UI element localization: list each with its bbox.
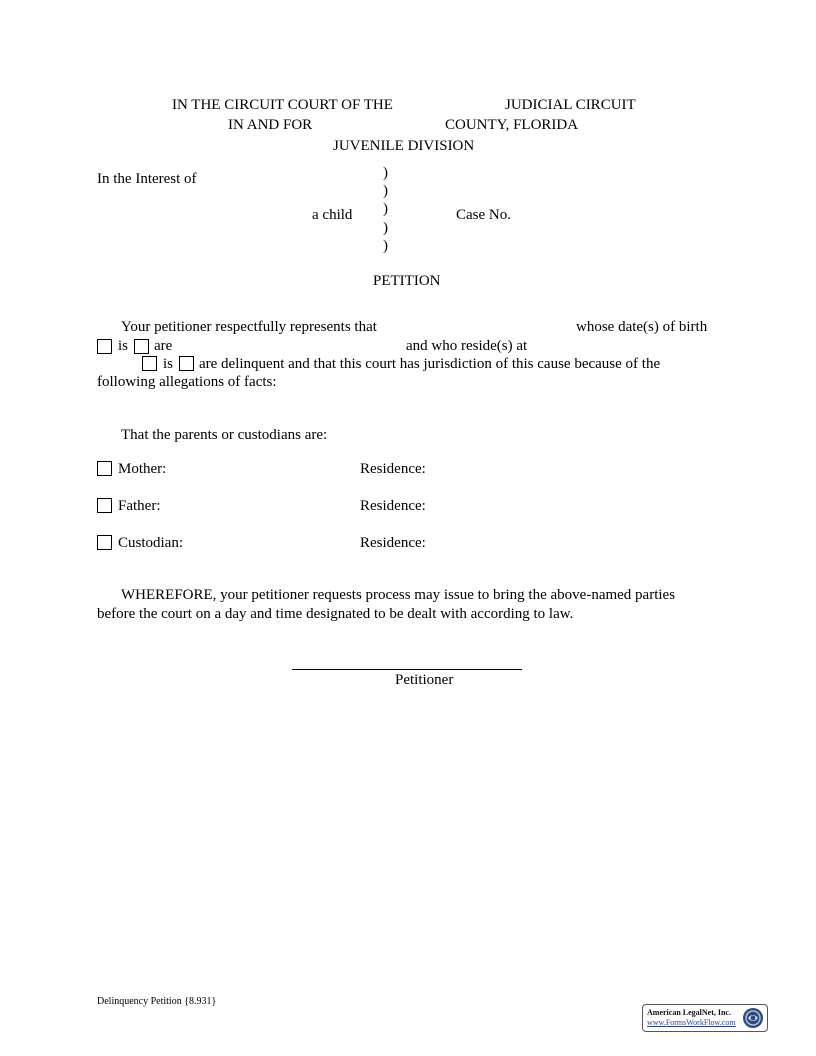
parents-intro-text: That the parents or custodians are:: [121, 427, 328, 443]
custodian-label: Custodian:: [118, 535, 184, 551]
mother-residence-label: Residence:: [360, 461, 426, 477]
date-of-birth-label: whose date(s) of birth: [576, 319, 708, 335]
petition-intro-text: Your petitioner respectfully represents that: [121, 319, 377, 335]
form-identifier: Delinquency Petition {8.931}: [97, 996, 217, 1007]
wherefore-text-continued: before the court on a day and time designated to be dealt with according to law.: [97, 606, 574, 622]
court-header-right: JUDICIAL CIRCUIT: [505, 97, 636, 113]
is-label: is: [118, 338, 129, 354]
wherefore-text: WHEREFORE, your petitioner requests process may issue to bring the above-named parties: [121, 587, 676, 603]
logo-url: www.FormsWorkFlow.com: [647, 1018, 736, 1027]
petitioner-label: Petitioner: [395, 672, 454, 688]
mother-checkbox[interactable]: [97, 461, 112, 476]
resides-label: and who reside(s) at: [406, 338, 528, 354]
is-delinquent-label: is: [163, 356, 174, 372]
custodian-residence-label: Residence:: [360, 535, 426, 551]
document-title: PETITION: [373, 273, 441, 289]
jurisdiction-text: are delinquent and that this court has jurisdiction of this cause because of the: [199, 356, 661, 372]
division-header: JUVENILE DIVISION: [333, 138, 475, 154]
mother-label: Mother:: [118, 461, 167, 477]
signature-line[interactable]: [292, 669, 522, 670]
logo-company-name: American LegalNet, Inc.: [647, 1008, 731, 1017]
is-checkbox[interactable]: [97, 339, 112, 354]
caption-paren: ): [383, 220, 388, 236]
father-label: Father:: [118, 498, 161, 514]
court-header-left: IN THE CIRCUIT COURT OF THE: [172, 97, 393, 113]
is-delinquent-checkbox[interactable]: [142, 356, 157, 371]
interest-of-label: In the Interest of: [97, 171, 197, 187]
county-header-left: IN AND FOR: [228, 117, 313, 133]
county-header-right: COUNTY, FLORIDA: [445, 117, 579, 133]
caption-paren: ): [383, 183, 388, 199]
allegations-text: following allegations of facts:: [97, 374, 277, 390]
father-residence-label: Residence:: [360, 498, 426, 514]
caption-paren: ): [383, 201, 388, 217]
case-number-label: Case No.: [456, 207, 511, 223]
are-label: are: [154, 338, 173, 354]
father-checkbox[interactable]: [97, 498, 112, 513]
globe-icon: [742, 1007, 764, 1029]
caption-paren: ): [383, 165, 388, 181]
custodian-checkbox[interactable]: [97, 535, 112, 550]
publisher-logo: [642, 1004, 768, 1032]
child-label: a child: [312, 207, 353, 223]
are-checkbox[interactable]: [134, 339, 149, 354]
are-delinquent-checkbox[interactable]: [179, 356, 194, 371]
caption-paren: ): [383, 238, 388, 254]
